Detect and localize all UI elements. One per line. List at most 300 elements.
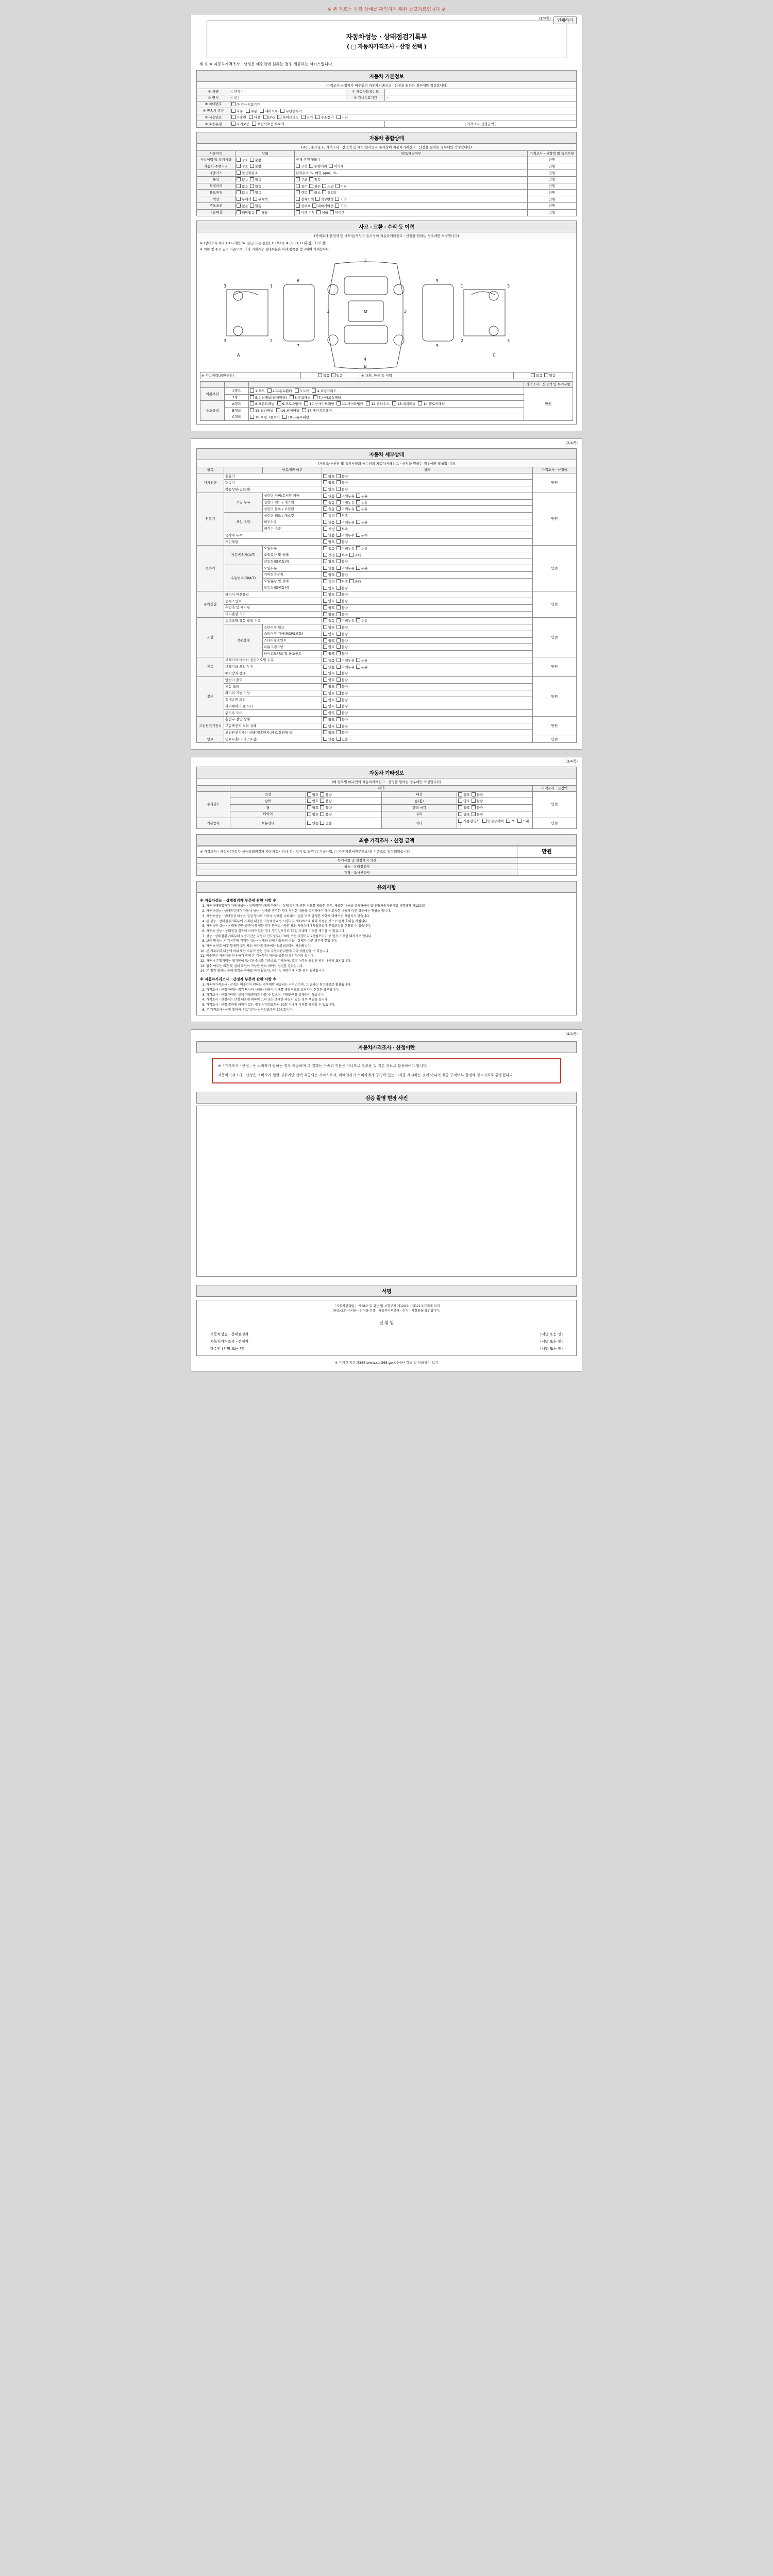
detail-state-el0[interactable]: [322, 677, 533, 684]
cb-e4b[interactable]: [337, 520, 341, 524]
overall-state-7[interactable]: [236, 202, 295, 209]
cb-s0b[interactable]: [337, 618, 341, 622]
cb-etc41b[interactable]: [482, 819, 486, 823]
detail-state-t6[interactable]: [322, 585, 533, 591]
cb-e6c[interactable]: [356, 533, 360, 537]
detail-state-f0[interactable]: [322, 736, 533, 743]
cb-etc31b[interactable]: [472, 812, 476, 816]
cb-sd2a[interactable]: [323, 487, 327, 491]
checkbox-vin[interactable]: [231, 102, 236, 106]
detail-state-b2[interactable]: [322, 670, 533, 677]
cb-s4a[interactable]: [323, 645, 327, 649]
lbl-etc21b: 불량: [476, 806, 483, 810]
detail-state-el4[interactable]: [322, 703, 533, 710]
cb-etc41c[interactable]: [506, 819, 510, 823]
cb-ov-2a[interactable]: [237, 171, 241, 175]
cb-ov-3a[interactable]: [237, 177, 241, 181]
checkbox-fuel-gasoline[interactable]: [231, 115, 236, 119]
cb-sd0b[interactable]: [337, 474, 341, 478]
cb-e5b[interactable]: [337, 527, 341, 531]
cb-ov-3d[interactable]: [309, 177, 313, 181]
cb-ov-1e[interactable]: [329, 164, 333, 168]
cb-pa3[interactable]: [337, 401, 341, 405]
cb-t3b[interactable]: [337, 566, 341, 570]
cb-ov-7c[interactable]: [296, 204, 300, 208]
cb-etc10b[interactable]: [320, 799, 324, 803]
cb-t5b[interactable]: [337, 579, 341, 583]
cb-outer-yes[interactable]: [331, 373, 335, 377]
cb-p0b[interactable]: [337, 592, 341, 596]
cb-e2c[interactable]: [356, 506, 360, 511]
checkbox-fuel-hydrogen[interactable]: [315, 115, 320, 119]
cb-ov-5e[interactable]: [322, 190, 326, 194]
detail-state-s5[interactable]: [322, 651, 533, 657]
accident-note: (가격조사·산정자 및 매도인/사업자 동시상이 자동차거래신고 · 산정을 원하는 경우에만 작성합니다): [196, 232, 577, 239]
overall-state-8[interactable]: [236, 209, 295, 216]
cb-e2a[interactable]: [323, 506, 327, 511]
etc-state-1-1[interactable]: [457, 798, 533, 805]
detail-state-sd0[interactable]: [322, 473, 533, 480]
cb-ov-7b[interactable]: [250, 204, 254, 208]
cb-el2a[interactable]: [323, 691, 327, 695]
detail-state-t0[interactable]: [322, 545, 533, 552]
panel-items-2[interactable]: [249, 394, 524, 401]
cb-e4c[interactable]: [356, 520, 360, 524]
etc-state-3-0[interactable]: [306, 811, 381, 818]
overall-item-8[interactable]: [295, 209, 528, 216]
cb-etc40b[interactable]: [320, 821, 324, 825]
cb-b2a[interactable]: [323, 671, 327, 675]
final-row0-value[interactable]: [517, 863, 577, 870]
cb-etc31a[interactable]: [458, 812, 462, 816]
cb-ov-4f[interactable]: [335, 184, 340, 188]
cb-f0a[interactable]: [323, 737, 327, 741]
label-fuel-ev: 전기: [306, 115, 313, 120]
cb-t0a[interactable]: [323, 546, 327, 550]
cb-p2b[interactable]: [290, 395, 294, 399]
cb-p1y[interactable]: [337, 599, 341, 603]
cb-p2y[interactable]: [337, 605, 341, 609]
cb-el2b[interactable]: [337, 691, 341, 695]
cb-ov-8e[interactable]: [330, 210, 334, 214]
cb-e3b[interactable]: [337, 513, 341, 517]
cb-ov-7d[interactable]: [312, 204, 316, 208]
overall-item-1[interactable]: [295, 163, 528, 170]
etc-state-2-0[interactable]: [306, 805, 381, 811]
etc-state-1-0[interactable]: [306, 798, 381, 805]
cb-pa0[interactable]: [250, 401, 254, 405]
detail-state-s4[interactable]: [322, 644, 533, 651]
cb-ov-5b[interactable]: [250, 190, 254, 194]
basic-value-vin[interactable]: [230, 101, 577, 108]
cb-pc1[interactable]: [282, 415, 287, 419]
cb-ov-5a[interactable]: [237, 190, 241, 194]
detail-state-e1[interactable]: [322, 499, 533, 506]
cb-etc01b[interactable]: [472, 792, 476, 796]
overall-state-6[interactable]: [236, 196, 295, 203]
cb-p2x[interactable]: [323, 605, 327, 609]
cb-ov-8a[interactable]: [237, 210, 241, 214]
detail-state-e5[interactable]: [322, 526, 533, 532]
cb-ov-8b[interactable]: [256, 210, 260, 214]
detail-state-t2[interactable]: [322, 558, 533, 565]
cb-e0a[interactable]: [323, 494, 327, 498]
overall-amount-2: 만원: [528, 170, 577, 177]
cb-etc40a[interactable]: [307, 821, 311, 825]
cb-t1a[interactable]: [323, 553, 327, 557]
checkbox-fuel-ev[interactable]: [301, 115, 306, 119]
cb-s2b[interactable]: [337, 632, 341, 636]
detail-state-e6[interactable]: [322, 532, 533, 539]
cb-t6b[interactable]: [337, 586, 341, 590]
detail-state-sd2[interactable]: [322, 486, 533, 493]
detail-state-hv0[interactable]: [322, 716, 533, 723]
cb-sd0a[interactable]: [323, 474, 327, 478]
cb-e7a[interactable]: [323, 539, 327, 544]
cb-ov-6d[interactable]: [315, 197, 320, 201]
detail-state-e3[interactable]: [322, 513, 533, 519]
cb-outer-none[interactable]: [318, 373, 322, 377]
cb-b1c[interactable]: [356, 665, 360, 669]
detail-state-el3[interactable]: [322, 697, 533, 703]
checkbox-insurance-warranty[interactable]: [252, 122, 256, 126]
cb-etc41a[interactable]: [458, 819, 462, 823]
cb-p2c[interactable]: [313, 395, 317, 399]
cb-ov-5c[interactable]: [296, 190, 300, 194]
etc-state-0-0[interactable]: [306, 791, 381, 798]
cb-etc11b[interactable]: [472, 799, 476, 803]
cb-p1x[interactable]: [323, 599, 327, 603]
detail-state-t5[interactable]: [322, 578, 533, 585]
cb-pc0[interactable]: [250, 415, 254, 419]
cb-t4b[interactable]: [337, 572, 341, 577]
checkbox-semi[interactable]: [260, 109, 264, 113]
cb-s3b[interactable]: [337, 638, 341, 642]
cb-etc01a[interactable]: [458, 792, 462, 796]
cb-hv0b[interactable]: [337, 717, 341, 721]
sign-value-2[interactable]: (서명 또는 인): [540, 1346, 563, 1351]
checkbox-fuel-lpg[interactable]: [263, 115, 267, 119]
cb-ov-0b[interactable]: [250, 158, 254, 162]
overall-item-6[interactable]: [295, 196, 528, 203]
detail-state-e2[interactable]: [322, 506, 533, 513]
detail-state-p2[interactable]: [322, 604, 533, 611]
cb-t2a[interactable]: [323, 559, 327, 563]
cb-ov-6b[interactable]: [253, 197, 257, 201]
cb-etc41d[interactable]: [517, 819, 522, 823]
detail-group-steering: 조향: [197, 618, 224, 657]
cb-p0a[interactable]: [323, 592, 327, 596]
etc-state-2-1[interactable]: [457, 805, 533, 811]
detail-state-s2[interactable]: [322, 631, 533, 637]
checkbox-fuel-diesel[interactable]: [249, 115, 253, 119]
cb-b0c[interactable]: [356, 658, 360, 662]
basic-value-fuel[interactable]: [230, 114, 577, 121]
overall-state-2[interactable]: [236, 170, 295, 177]
label-mt: 수동: [250, 109, 258, 113]
print-button[interactable]: 인쇄하기: [553, 16, 577, 24]
basic-value-transmission[interactable]: [230, 108, 577, 114]
cb-e4a[interactable]: [323, 520, 327, 524]
cb-e1c[interactable]: [356, 500, 360, 504]
cb-etc00b[interactable]: [320, 792, 324, 796]
cb-el4a[interactable]: [323, 704, 327, 708]
cb-pb0[interactable]: [250, 408, 254, 412]
overall-item-0[interactable]: 현재 주행거리( ): [295, 157, 528, 163]
sign-value-1[interactable]: (서명 또는 인): [540, 1339, 563, 1344]
accident-outer-value[interactable]: [301, 372, 360, 379]
cb-pa4[interactable]: [366, 401, 370, 405]
overall-item-2[interactable]: 탄화수소 % 매연 ppm, %: [295, 170, 528, 177]
sign-row-2[interactable]: [200, 1345, 573, 1352]
cb-t1c[interactable]: [349, 553, 354, 557]
detail-state-b1[interactable]: [322, 664, 533, 670]
panel-items-b[interactable]: [249, 408, 524, 414]
cb-b1b[interactable]: [337, 665, 341, 669]
checkbox-mt[interactable]: [246, 109, 250, 113]
detail-state-b0[interactable]: [322, 657, 533, 664]
cb-pb2[interactable]: [302, 408, 306, 412]
detail-state-e4[interactable]: [322, 519, 533, 526]
overall-state-1[interactable]: [236, 163, 295, 170]
cb-e5a[interactable]: [323, 527, 327, 531]
cb-s2a[interactable]: [323, 632, 327, 636]
cb-sd1b[interactable]: [337, 480, 341, 484]
car-diagram-svg: [200, 253, 573, 372]
lbl-p3y: 불량: [341, 612, 348, 617]
etc-state-4-1[interactable]: [457, 818, 533, 829]
overall-item-3[interactable]: [295, 176, 528, 183]
cb-ov-4e[interactable]: [322, 184, 326, 188]
sign-value-0[interactable]: (서명 또는 인): [540, 1332, 563, 1336]
cb-ov-8c[interactable]: [296, 210, 300, 214]
cb-t2b[interactable]: [337, 559, 341, 563]
cb-e6b[interactable]: [337, 533, 341, 537]
cb-ov-7e[interactable]: [335, 204, 339, 208]
detail-state-el5[interactable]: [322, 710, 533, 717]
detail-state-e7[interactable]: [322, 539, 533, 546]
cb-s5b[interactable]: [337, 651, 341, 655]
etc-col-label: [197, 785, 230, 791]
cb-s1a[interactable]: [323, 625, 327, 629]
cb-p1d[interactable]: [312, 388, 316, 393]
etc-state-4-0[interactable]: [306, 818, 381, 829]
overall-item-4[interactable]: [295, 183, 528, 190]
panel-items-c[interactable]: [249, 414, 524, 420]
cb-sd2b[interactable]: [337, 487, 341, 491]
cb-pa1[interactable]: [277, 401, 281, 405]
basic-value-regno[interactable]: [385, 89, 577, 95]
cb-pb1[interactable]: [276, 408, 280, 412]
cb-p2a[interactable]: [250, 395, 254, 399]
cb-e6a[interactable]: [323, 533, 327, 537]
cb-ov-4a[interactable]: [237, 184, 241, 188]
detail-state-e0[interactable]: [322, 493, 533, 499]
cb-ov-1d[interactable]: [309, 164, 313, 168]
cb-hv2b[interactable]: [337, 730, 341, 734]
overall-row-label-0: 사용이력 및 특기사항: [197, 157, 236, 163]
cb-ov-5d[interactable]: [309, 190, 313, 194]
cb-e7b[interactable]: [337, 539, 341, 544]
cb-inner-none[interactable]: [531, 373, 535, 377]
cb-s5a[interactable]: [323, 651, 327, 655]
cb-pa6[interactable]: [418, 401, 422, 405]
cb-t3a[interactable]: [323, 566, 327, 570]
cb-p1c[interactable]: [295, 388, 299, 393]
cb-ov-1a[interactable]: [237, 164, 241, 168]
cb-p1b[interactable]: [267, 388, 272, 393]
cb-s0c[interactable]: [356, 618, 360, 622]
detail-state-el2[interactable]: [322, 690, 533, 697]
cb-etc11a[interactable]: [458, 799, 462, 803]
cb-f0b[interactable]: [337, 737, 341, 741]
detail-state-p0[interactable]: [322, 591, 533, 598]
basic-value-year[interactable]: ( 년 ): [230, 95, 346, 101]
etc-state-0-1[interactable]: [457, 791, 533, 798]
cb-etc20a[interactable]: [307, 805, 311, 809]
cb-p3y[interactable]: [337, 612, 341, 616]
cb-el0a[interactable]: [323, 677, 327, 682]
cb-ov-1b[interactable]: [250, 164, 254, 168]
cb-el4b[interactable]: [337, 704, 341, 708]
detail-item-t0: 오일누유: [263, 545, 322, 552]
detail-state-t1[interactable]: [322, 552, 533, 558]
final-opinion-value[interactable]: [517, 858, 577, 864]
signature-box: [196, 1300, 577, 1356]
cb-t0c[interactable]: [356, 546, 360, 550]
cb-e0b[interactable]: [337, 494, 341, 498]
final-row1-value[interactable]: [517, 870, 577, 876]
sign-row-0[interactable]: [200, 1331, 573, 1338]
cb-el5b[interactable]: [337, 710, 341, 715]
checkbox-fuel-etc[interactable]: [337, 115, 341, 119]
overall-item-7[interactable]: [295, 202, 528, 209]
cb-e0c[interactable]: [356, 494, 360, 498]
cb-ov-0a[interactable]: [237, 158, 241, 162]
cb-t5c[interactable]: [349, 579, 354, 583]
cb-hv1b[interactable]: [337, 724, 341, 728]
cb-etc00a[interactable]: [307, 792, 311, 796]
detail-state-el1[interactable]: [322, 684, 533, 690]
cb-t0b[interactable]: [337, 546, 341, 550]
cb-t5a[interactable]: [323, 579, 327, 583]
cb-etc30a[interactable]: [307, 812, 311, 816]
cb-t1b[interactable]: [337, 553, 341, 557]
cb-b2b[interactable]: [337, 671, 341, 675]
overall-state-0[interactable]: [236, 157, 295, 163]
basic-value-warranty[interactable]: [230, 121, 385, 128]
cb-el3a[interactable]: [323, 698, 327, 702]
cb-s1b[interactable]: [337, 625, 341, 629]
cb-etc30b[interactable]: [320, 812, 324, 816]
overall-item-5[interactable]: [295, 190, 528, 196]
etc-state-3-1[interactable]: [457, 811, 533, 818]
cb-t6a[interactable]: [323, 586, 327, 590]
cb-ov-8d[interactable]: [316, 210, 321, 214]
cb-p3x[interactable]: [323, 612, 327, 616]
cb-b1a[interactable]: [323, 665, 327, 669]
cb-b0b[interactable]: [337, 658, 341, 662]
cb-s4b[interactable]: [337, 645, 341, 649]
cb-ov-4d[interactable]: [309, 184, 313, 188]
cb-el5a[interactable]: [323, 710, 327, 715]
cb-hv0a[interactable]: [323, 717, 327, 721]
cb-pa2[interactable]: [304, 401, 308, 405]
cb-etc10a[interactable]: [307, 799, 311, 803]
detail-state-t4[interactable]: [322, 571, 533, 578]
cb-etc20b[interactable]: [320, 805, 324, 809]
cb-etc21b[interactable]: [472, 805, 476, 809]
cb-ov-1c[interactable]: [296, 164, 300, 168]
detail-state-hv2[interactable]: [322, 730, 533, 736]
cb-e1a[interactable]: [323, 500, 327, 504]
detail-state-p3[interactable]: [322, 611, 533, 618]
cb-hv1a[interactable]: [323, 724, 327, 728]
basic-value-inspection[interactable]: ~: [385, 95, 577, 101]
cb-ov-6c[interactable]: [296, 197, 300, 201]
cb-b0a[interactable]: [323, 658, 327, 662]
lbl-ov-8e: 미이행: [334, 210, 345, 215]
cb-el0b[interactable]: [337, 677, 341, 682]
cb-p1a[interactable]: [250, 388, 254, 393]
checkbox-at[interactable]: [231, 109, 236, 113]
cb-e2b[interactable]: [337, 506, 341, 511]
overall-state-4[interactable]: [236, 183, 295, 190]
detail-state-s0[interactable]: [322, 618, 533, 624]
checkbox-cvt[interactable]: [280, 109, 284, 113]
sign-row-1[interactable]: [200, 1338, 573, 1345]
overall-col-0: 사용이력: [197, 150, 236, 157]
cb-ov-3c[interactable]: [296, 177, 300, 181]
lbl-t1a: 적정: [328, 553, 335, 557]
overall-state-5[interactable]: [236, 190, 295, 196]
checkbox-fuel-hybrid[interactable]: [277, 115, 281, 119]
cb-inner-yes[interactable]: [544, 373, 548, 377]
detail-state-sd1[interactable]: [322, 480, 533, 486]
cb-s0a[interactable]: [323, 618, 327, 622]
panel-items-1[interactable]: [249, 387, 524, 394]
cb-ov-3b[interactable]: [250, 177, 254, 181]
cb-ov-6a[interactable]: [237, 197, 241, 201]
detail-group-selfdiag: 자기진단: [197, 473, 224, 493]
detail-state-s1[interactable]: [322, 624, 533, 631]
cb-sd1a[interactable]: [323, 480, 327, 484]
cb-s3a[interactable]: [323, 638, 327, 642]
cb-ov-4c[interactable]: [296, 184, 300, 188]
accident-inner-value[interactable]: [514, 372, 573, 379]
overall-state-3[interactable]: [236, 176, 295, 183]
cb-e3a[interactable]: [323, 513, 327, 517]
cb-etc21a[interactable]: [458, 805, 462, 809]
cb-ov-6e[interactable]: [335, 197, 339, 201]
cb-ov-7a[interactable]: [237, 204, 241, 208]
cb-ov-4b[interactable]: [250, 184, 254, 188]
detail-state-t3[interactable]: [322, 565, 533, 572]
cb-t4a[interactable]: [323, 572, 327, 577]
cb-el1a[interactable]: [323, 684, 327, 688]
panel-items-a[interactable]: [249, 401, 524, 408]
detail-state-s3[interactable]: [322, 637, 533, 644]
detail-state-p1[interactable]: [322, 598, 533, 605]
detail-state-hv1[interactable]: [322, 723, 533, 730]
cb-el3b[interactable]: [337, 698, 341, 702]
cb-e1b[interactable]: [337, 500, 341, 504]
cb-t3c[interactable]: [356, 566, 360, 570]
checkbox-self-warranty[interactable]: [231, 122, 236, 126]
cb-el1b[interactable]: [337, 684, 341, 688]
cb-hv2a[interactable]: [323, 730, 327, 734]
cb-pa5[interactable]: [392, 401, 396, 405]
